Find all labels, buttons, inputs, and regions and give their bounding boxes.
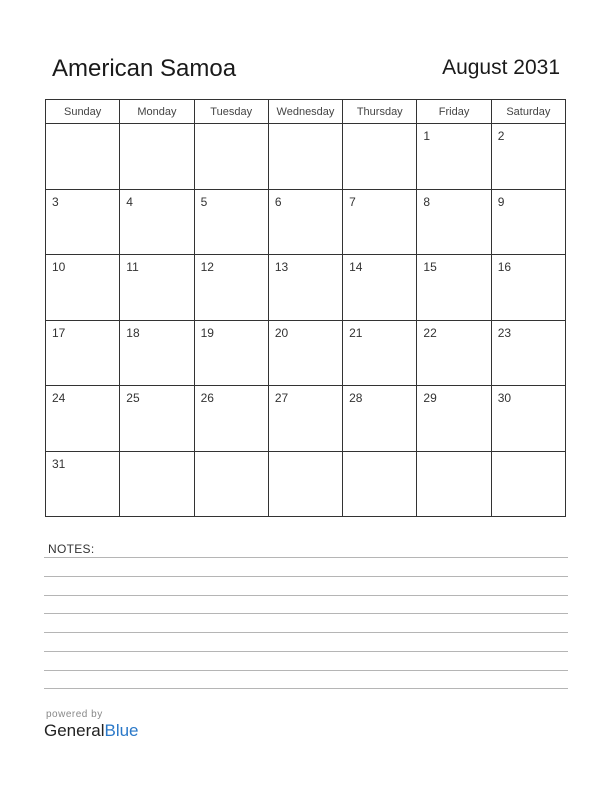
day-cell: [268, 255, 342, 321]
empty-day-cell: [120, 124, 194, 190]
day-cell: [120, 386, 194, 452]
day-cell: [46, 189, 120, 255]
day-number: 9: [497, 194, 505, 209]
brand-logo[interactable]: [44, 721, 139, 741]
empty-day-cell: [120, 451, 194, 517]
empty-day-cell: [194, 124, 268, 190]
day-number: 22: [423, 325, 437, 340]
day-number: 6: [274, 194, 282, 209]
day-cell: [343, 386, 417, 452]
day-number: 4: [126, 194, 133, 209]
day-number: 3: [52, 194, 59, 209]
day-cell: [491, 189, 565, 255]
day-cell: [491, 386, 565, 452]
day-cell: [417, 124, 491, 190]
day-cell: [46, 451, 120, 517]
empty-day-cell: [194, 451, 268, 517]
day-cell: [343, 320, 417, 386]
day-cell: [268, 320, 342, 386]
empty-day-cell: [491, 451, 565, 517]
day-number: 20: [274, 325, 289, 340]
day-number: 28: [349, 391, 363, 405]
day-number: 26: [200, 391, 214, 405]
day-cell: [46, 320, 120, 386]
note-line: [44, 688, 568, 689]
day-number: 17: [52, 325, 66, 340]
empty-day-cell: [343, 451, 417, 517]
day-cell: [417, 320, 491, 386]
day-cell: [268, 386, 342, 452]
day-number: 1: [423, 129, 431, 143]
day-cell: [46, 386, 120, 452]
empty-day-cell: [46, 124, 120, 190]
powered-by-label: powered by: [46, 709, 103, 720]
day-cell: [417, 255, 491, 321]
day-number: 8: [423, 194, 431, 209]
weekday-header: Tuesday: [194, 100, 268, 124]
day-number: 21: [349, 325, 363, 340]
day-cell: [120, 255, 194, 321]
day-number: 18: [126, 325, 140, 340]
day-number: 2: [497, 129, 505, 143]
weekday-header: Saturday: [491, 100, 565, 124]
note-line: [44, 632, 568, 633]
day-cell: [343, 255, 417, 321]
day-cell: [120, 189, 194, 255]
day-cell: [417, 386, 491, 452]
empty-day-cell: [268, 124, 342, 190]
weekday-header: Monday: [120, 100, 194, 124]
day-number: 24: [52, 391, 66, 405]
region-title: American Samoa: [52, 55, 237, 82]
note-line: [44, 613, 568, 614]
day-cell: [343, 189, 417, 255]
day-cell: [268, 189, 342, 255]
day-number: 31: [52, 456, 66, 471]
day-number: 15: [423, 260, 437, 274]
week-row: [46, 255, 566, 321]
day-cell: [194, 189, 268, 255]
week-row: [46, 451, 566, 517]
weekday-header-row: [46, 100, 566, 124]
month-year-title: August 2031: [442, 56, 560, 79]
brand-general: General: [44, 721, 105, 740]
day-number: 27: [274, 391, 289, 405]
day-number: 16: [497, 260, 512, 274]
day-number: 5: [200, 194, 208, 209]
day-number: 10: [52, 260, 66, 274]
empty-day-cell: [343, 124, 417, 190]
note-line: [44, 651, 568, 652]
weekday-header: Friday: [417, 100, 491, 124]
week-row: [46, 320, 566, 386]
day-cell: [194, 255, 268, 321]
day-number: 23: [497, 325, 512, 340]
notes-label: NOTES:: [48, 542, 95, 556]
day-cell: [120, 320, 194, 386]
weekday-header: Thursday: [343, 100, 417, 124]
calendar-grid: [45, 99, 566, 517]
day-number: 14: [349, 260, 363, 274]
day-number: 7: [349, 194, 356, 209]
day-number: 25: [126, 391, 140, 405]
note-line: [44, 670, 568, 671]
week-row: [46, 386, 566, 452]
day-number: 19: [200, 325, 214, 340]
day-cell: [491, 124, 565, 190]
empty-day-cell: [268, 451, 342, 517]
day-number: 29: [423, 391, 437, 405]
day-number: 30: [497, 391, 512, 405]
weekday-header: Wednesday: [268, 100, 342, 124]
day-cell: [194, 320, 268, 386]
day-cell: [194, 386, 268, 452]
weekday-header: Sunday: [46, 100, 120, 124]
day-number: 12: [200, 260, 214, 274]
note-line: [44, 576, 568, 577]
week-row: [46, 124, 566, 190]
day-number: 11: [126, 260, 139, 274]
day-number: 13: [274, 260, 289, 274]
empty-day-cell: [417, 451, 491, 517]
day-cell: [417, 189, 491, 255]
note-line: [44, 595, 568, 596]
day-cell: [46, 255, 120, 321]
day-cell: [491, 255, 565, 321]
day-cell: [491, 320, 565, 386]
note-line: [44, 557, 568, 558]
week-row: [46, 189, 566, 255]
brand-blue: Blue: [104, 721, 139, 740]
